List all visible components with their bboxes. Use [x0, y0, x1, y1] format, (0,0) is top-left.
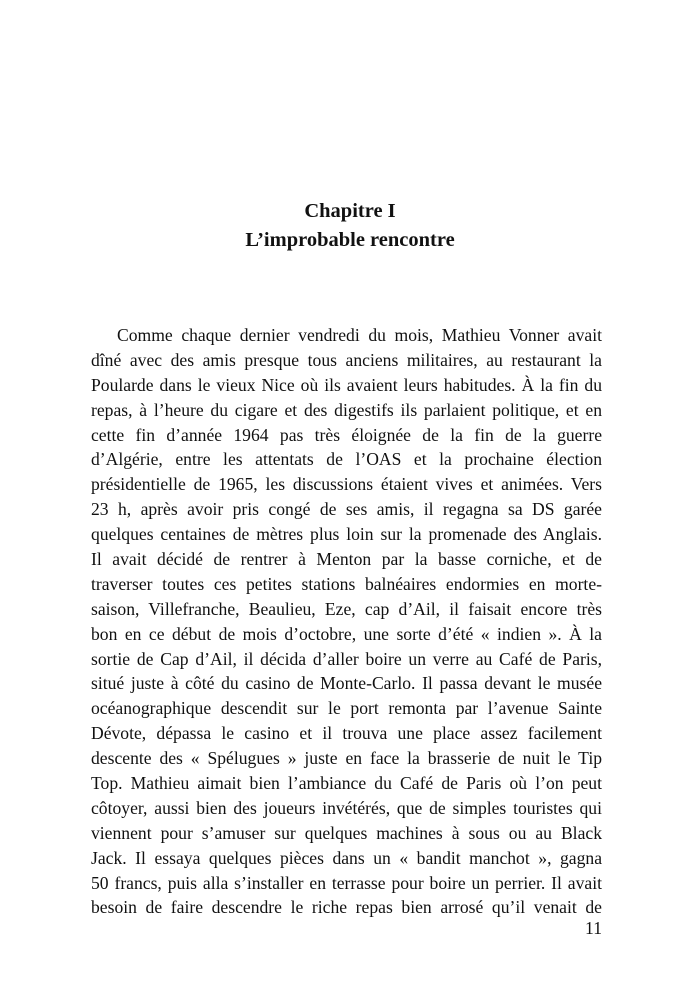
text-line: saison, Villefranche, Beaulieu, Eze, cap d’Ail, il faisait encore très: [91, 598, 602, 619]
text-line: bon en ce début de mois d’octobre, une sorte d’été « indien ». À la: [91, 623, 602, 644]
chapter-header: [0, 197, 700, 255]
text-line: besoin de faire descendre le riche repas bien arrosé qu’il venait de: [91, 897, 602, 918]
text-line: descente des « Spélugues » juste en face la brasserie de nuit le Tip: [91, 748, 602, 769]
page-number: 11: [585, 918, 602, 938]
text-line: 50 francs, puis alla s’installer en terrasse pour boire un perrier. Il avait: [91, 872, 602, 893]
body-paragraph: [91, 323, 602, 920]
text-line: 23 h, après avoir pris congé de ses amis, il regagna sa DS garée: [91, 499, 602, 520]
text-line: Jack. Il essaya quelques pièces dans un « bandit manchot », gagna: [91, 847, 602, 868]
text-line: repas, à l’heure du cigare et des digestifs ils parlaient politique, et en: [91, 399, 602, 420]
chapter-title: L’improbable rencontre: [245, 229, 455, 251]
text-line: sortie de Cap d’Ail, il décida d’aller boire un verre au Café de Paris,: [91, 648, 602, 669]
text-line: océanographique descendit sur le port remonta par l’avenue Sainte: [91, 698, 602, 719]
text-line: Il avait décidé de rentrer à Menton par la basse corniche, et de: [91, 549, 602, 570]
text-line: traverser toutes ces petites stations balnéaires endormies en morte-: [91, 573, 602, 594]
text-line: viennent pour s’amuser sur quelques machines à sous ou au Black: [91, 822, 602, 843]
text-line: Top. Mathieu aimait bien l’ambiance du Café de Paris où l’on peut: [91, 773, 602, 794]
text-line: côtoyer, aussi bien des joueurs invétérés, que de simples touristes qui: [91, 797, 602, 818]
chapter-number: Chapitre I: [304, 200, 396, 222]
text-line: cette fin d’année 1964 pas très éloignée de la fin de la guerre: [91, 424, 602, 445]
text-line: d’Algérie, entre les attentats de l’OAS et la prochaine élection: [91, 449, 602, 470]
text-line: situé juste à côté du casino de Monte-Carlo. Il passa devant le musée: [91, 673, 602, 694]
text-line: Poularde dans le vieux Nice où ils avaient leurs habitudes. À la fin du: [91, 374, 602, 395]
text-line: Dévote, dépassa le casino et il trouva une place assez facilement: [91, 723, 602, 744]
text-line: présidentielle de 1965, les discussions étaient vives et animées. Vers: [91, 474, 602, 495]
text-line: Comme chaque dernier vendredi du mois, Mathieu Vonner avait: [117, 325, 602, 345]
text-line: quelques centaines de mètres plus loin sur la promenade des Anglais.: [91, 524, 602, 545]
text-line: dîné avec des amis presque tous anciens militaires, au restaurant la: [91, 349, 602, 370]
